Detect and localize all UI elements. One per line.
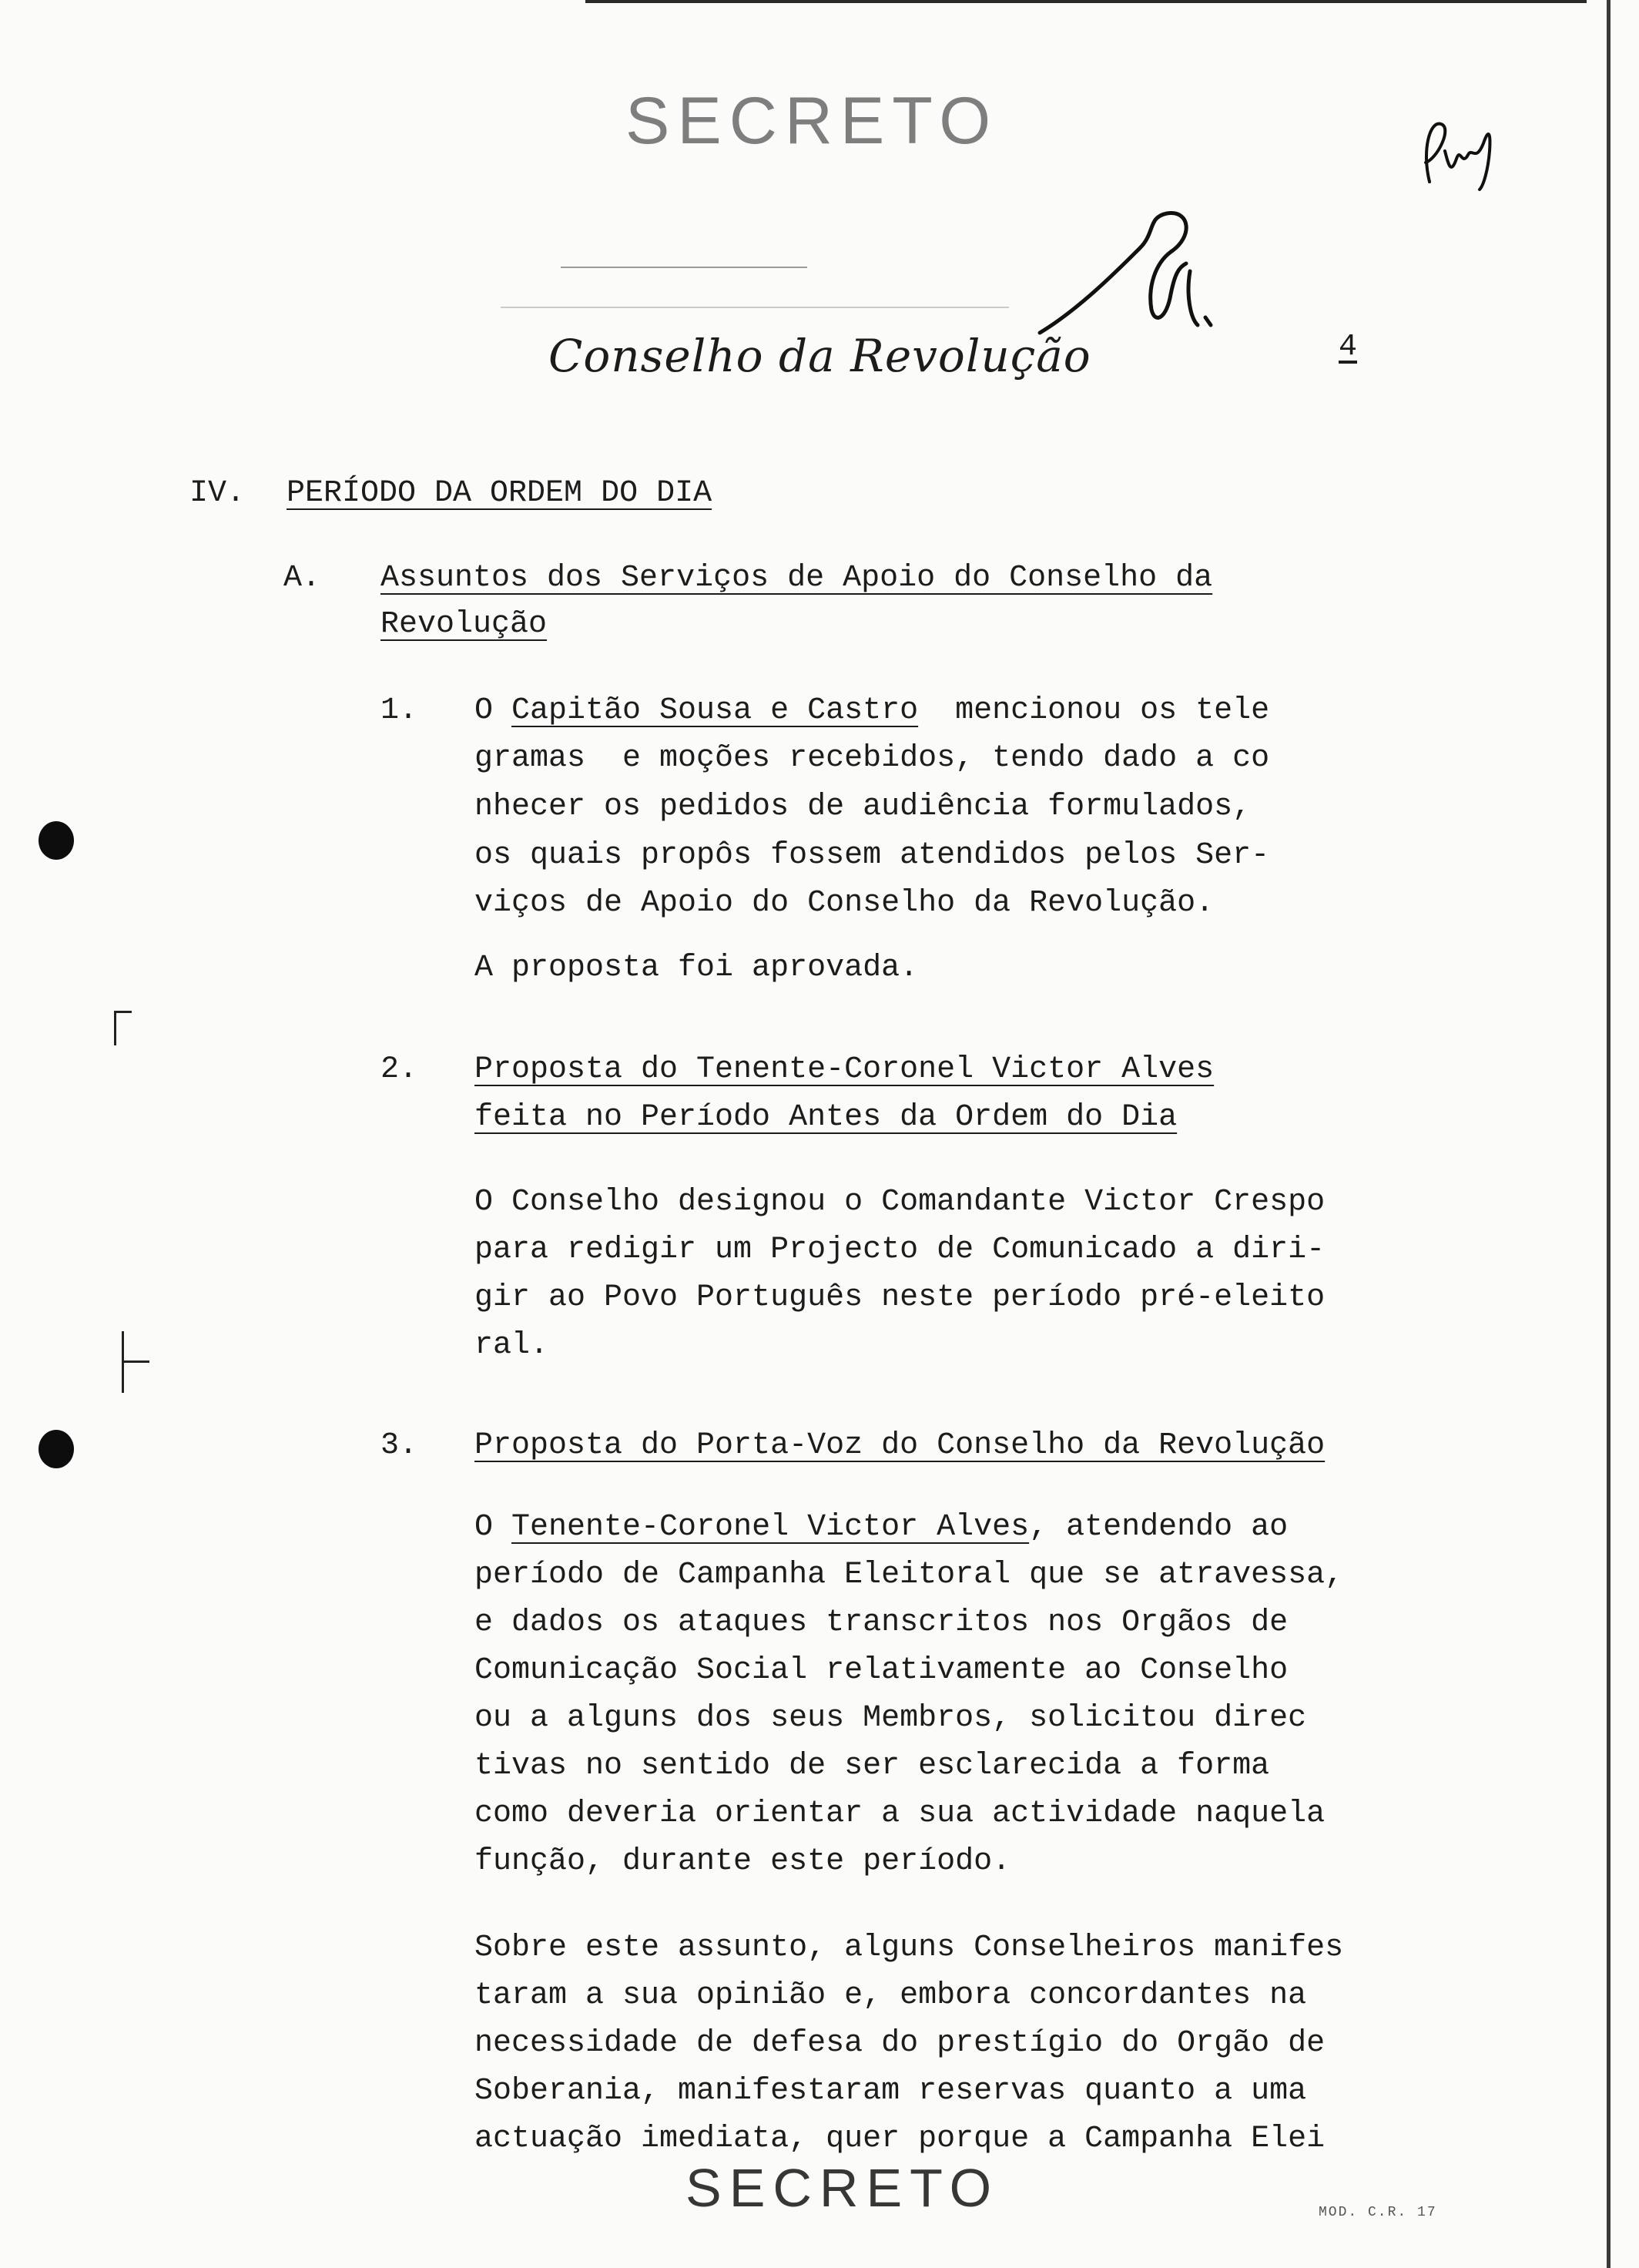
person-name: Tenente-Coronel Victor Alves — [511, 1510, 1030, 1545]
form-code: MOD. C.R. 17 — [1319, 2205, 1437, 2220]
handwritten-signature — [1032, 202, 1263, 348]
item2-line: gir ao Povo Português neste período pré-eleito — [474, 1280, 1326, 1315]
item-number: 3. — [380, 1428, 418, 1463]
letterhead: Conselho da Revolução — [548, 330, 1091, 382]
scan-right-edge — [1607, 0, 1611, 2268]
item3-line: necessidade de defesa do prestígio do Orgão de — [474, 2026, 1326, 2061]
item2-line: ral. — [474, 1328, 549, 1363]
item-number: 2. — [380, 1052, 418, 1087]
item1-lead: O Capitão Sousa e Castro mencionou os tele — [474, 693, 1270, 728]
faint-line — [501, 307, 1009, 308]
item1-line: viços de Apoio do Conselho da Revolução. — [474, 886, 1215, 921]
item3-line: tivas no sentido de ser esclarecida a forma — [474, 1749, 1270, 1783]
item2-title-line2: feita no Período Antes da Ordem do Dia — [474, 1100, 1178, 1135]
subsection-letter: A. — [283, 561, 321, 596]
punch-hole-icon — [39, 1430, 74, 1468]
item2-line: para redigir um Projecto de Comunicado a diri- — [474, 1233, 1326, 1267]
item3-line: como deveria orientar a sua actividade naquela — [474, 1797, 1326, 1831]
item3-line: actuação imediata, quer porque a Campanha Elei — [474, 2122, 1326, 2156]
item1-line: nhecer os pedidos de audiência formulados, — [474, 790, 1252, 824]
item1-line: gramas e moções recebidos, tendo dado a co — [474, 741, 1270, 776]
handwritten-initials — [1414, 105, 1507, 197]
subsection-title-line2: Revolução — [380, 607, 548, 642]
person-name: Capitão Sousa e Castro — [511, 693, 919, 728]
item2-line: O Conselho designou o Comandante Victor Crespo — [474, 1185, 1326, 1220]
item3-line: Sobre este assunto, alguns Conselheiros manifes — [474, 1931, 1344, 1965]
punch-hole-icon — [39, 821, 74, 860]
item3-line: Soberania, manifestaram reservas quanto a uma — [474, 2074, 1307, 2109]
faint-line — [561, 267, 807, 268]
secreto-stamp-top: SECRETO — [625, 84, 999, 158]
page-number: 4 — [1339, 330, 1358, 364]
margin-mark — [114, 1011, 132, 1045]
item2-title-line1: Proposta do Tenente-Coronel Victor Alves — [474, 1052, 1215, 1087]
item3-line: função, durante este período. — [474, 1844, 1011, 1879]
scan-top-rule — [585, 0, 1587, 3]
section-title: PERÍODO DA ORDEM DO DIA — [287, 476, 712, 511]
item3-line: e dados os ataques transcritos nos Orgãos de — [474, 1605, 1289, 1640]
item-number: 1. — [380, 693, 418, 728]
item3-line: taram a sua opinião e, embora concordantes na — [474, 1978, 1307, 2013]
item3-lead: O Tenente-Coronel Victor Alves, atendendo ao — [474, 1510, 1289, 1545]
item3-line: Comunicação Social relativamente ao Conselho — [474, 1653, 1289, 1688]
item3-line: ou a alguns dos seus Membros, solicitou direc — [474, 1701, 1307, 1736]
margin-mark — [122, 1331, 124, 1393]
item3-line: período de Campanha Eleitoral que se atravessa, — [474, 1558, 1344, 1592]
item1-decision: A proposta foi aprovada. — [474, 951, 919, 985]
section-numeral: IV. — [189, 476, 246, 511]
item1-line: os quais propôs fossem atendidos pelos Ser- — [474, 838, 1270, 873]
secreto-stamp-bottom: SECRETO — [685, 2158, 1000, 2218]
item3-title: Proposta do Porta-Voz do Conselho da Revolução — [474, 1428, 1326, 1463]
subsection-title-line1: Assuntos dos Serviços de Apoio do Conselho da — [380, 561, 1213, 596]
